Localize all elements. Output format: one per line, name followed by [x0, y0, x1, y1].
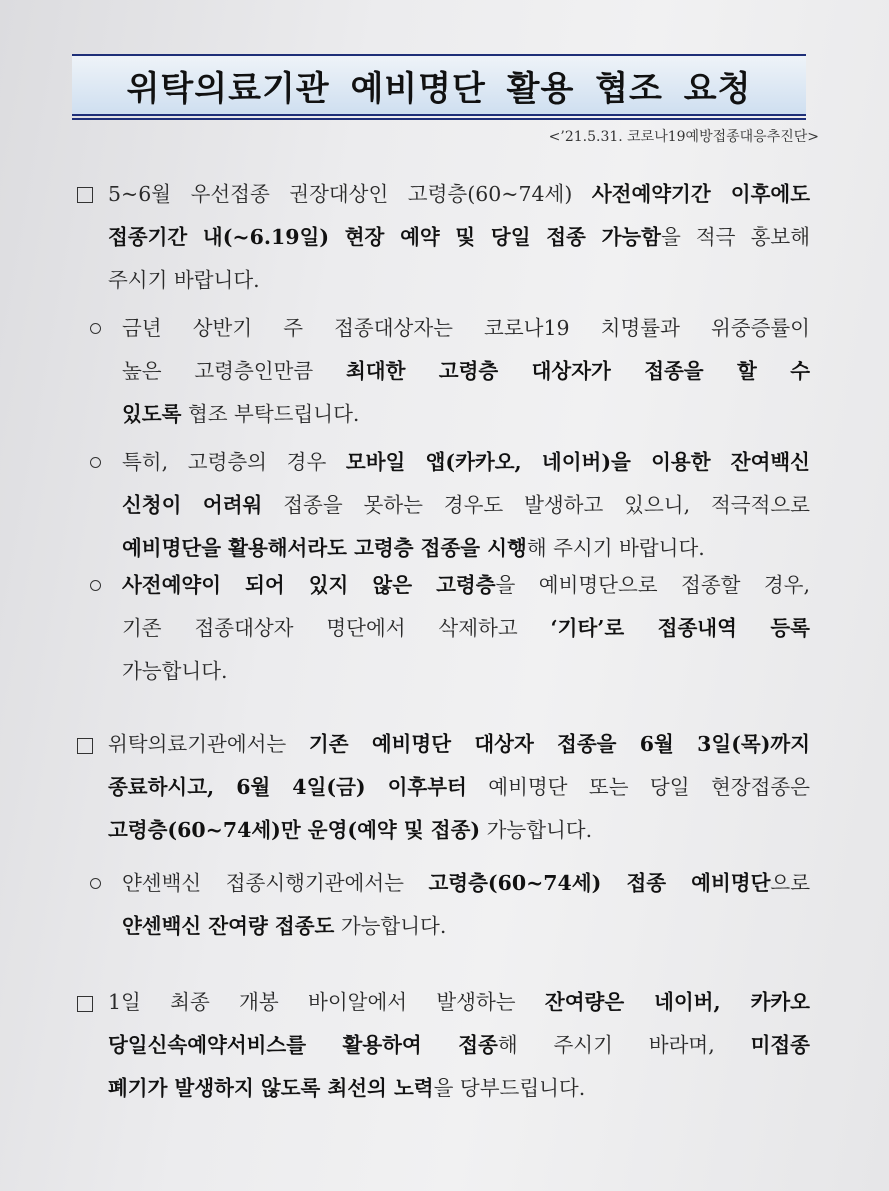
text: 예비명단 또는 당일 현장접종은 — [466, 775, 810, 799]
circle-bullet-icon — [90, 878, 101, 889]
text: 1일 최종 개봉 바이알에서 발생하는 — [108, 990, 545, 1014]
paragraph-2 — [122, 307, 810, 436]
text: 특히, 고령층의 경우 — [122, 450, 346, 474]
paragraph-6 — [122, 862, 810, 948]
square-bullet-icon — [77, 187, 93, 203]
text: 가능합니다. — [122, 659, 228, 683]
text: 얀센백신 접종시행기관에서는 — [122, 871, 429, 895]
paragraph-3 — [122, 441, 810, 570]
text-bold: 접종기간 내(~6.19일) 현장 예약 및 당일 접종 가능함 — [108, 225, 661, 249]
paragraph-4 — [122, 564, 810, 693]
text-bold: 최대한 고령층 대상자가 접종을 할 수 — [345, 359, 810, 383]
circle-bullet-icon — [90, 580, 101, 591]
text: 해 주시기 바라며, — [497, 1033, 751, 1057]
text: 을 당부드립니다. — [433, 1076, 586, 1100]
text: 으로 — [770, 871, 810, 895]
text: 접종을 못하는 경우도 발생하고 있으니, 적극적으로 — [262, 493, 810, 517]
text-bold: 있도록 — [122, 402, 182, 426]
text-bold: 당일신속예약서비스를 활용하여 접종 — [108, 1033, 498, 1057]
issue-date: <’21.5.31. 코로나19예방접종대응추진단> — [548, 129, 819, 145]
text-bold: 기존 예비명단 대상자 접종을 6월 3일(목)까지 — [308, 732, 811, 756]
circle-bullet-icon — [90, 457, 101, 468]
text-bold: 신청이 어려워 — [122, 493, 263, 517]
text: 가능합니다. — [480, 818, 593, 842]
text-bold: 미접종 — [750, 1033, 810, 1057]
text-bold: 잔여량은 네이버, 카카오 — [544, 990, 810, 1014]
square-bullet-icon — [77, 996, 93, 1012]
text: 기존 접종대상자 명단에서 삭제하고 — [122, 616, 551, 640]
title-banner — [72, 54, 806, 116]
text-bold: 모바일 앱(카카오, 네이버)을 이용한 잔여백신 — [345, 450, 810, 474]
text-bold: 종료하시고, 6월 4일(금) 이후부터 — [108, 775, 467, 799]
text: 주시기 바랍니다. — [108, 268, 260, 292]
text-bold: 고령층(60~74세) 접종 예비명단 — [428, 871, 771, 895]
document-title: 위탁의료기관 예비명단 활용 협조 요청 — [126, 68, 752, 109]
square-bullet-icon — [77, 738, 93, 754]
text-bold: 예비명단을 활용해서라도 고령층 접종을 시행 — [122, 536, 527, 560]
text-bold: 고령층(60~74세)만 운영(예약 및 접종) — [108, 818, 481, 842]
text: 금년 상반기 주 접종대상자는 코로나19 치명률과 위중증률이 — [122, 316, 810, 340]
text: 을 적극 홍보해 — [660, 225, 810, 249]
text: 높은 고령층인만큼 — [122, 359, 346, 383]
text: 협조 부탁드립니다. — [181, 402, 360, 426]
paragraph-1 — [108, 173, 810, 302]
paragraph-5 — [108, 723, 810, 852]
text-bold: ‘기타’로 접종내역 등록 — [550, 616, 810, 640]
circle-bullet-icon — [90, 323, 101, 334]
paragraph-7 — [108, 981, 810, 1110]
text-bold: 사전예약이 되어 있지 않은 고령층 — [122, 573, 496, 597]
text: 가능합니다. — [334, 914, 447, 938]
text: 5~6월 우선접종 권장대상인 고령층(60~74세) — [108, 182, 592, 206]
text-bold: 폐기가 발생하지 않도록 최선의 노력 — [108, 1076, 434, 1100]
text: 해 주시기 바랍니다. — [526, 536, 705, 560]
text: 위탁의료기관에서는 — [108, 732, 309, 756]
text: 을 예비명단으로 접종할 경우, — [495, 573, 811, 597]
text-bold: 사전예약기간 이후에도 — [591, 182, 810, 206]
text-bold: 얀센백신 잔여량 접종도 — [122, 914, 335, 938]
